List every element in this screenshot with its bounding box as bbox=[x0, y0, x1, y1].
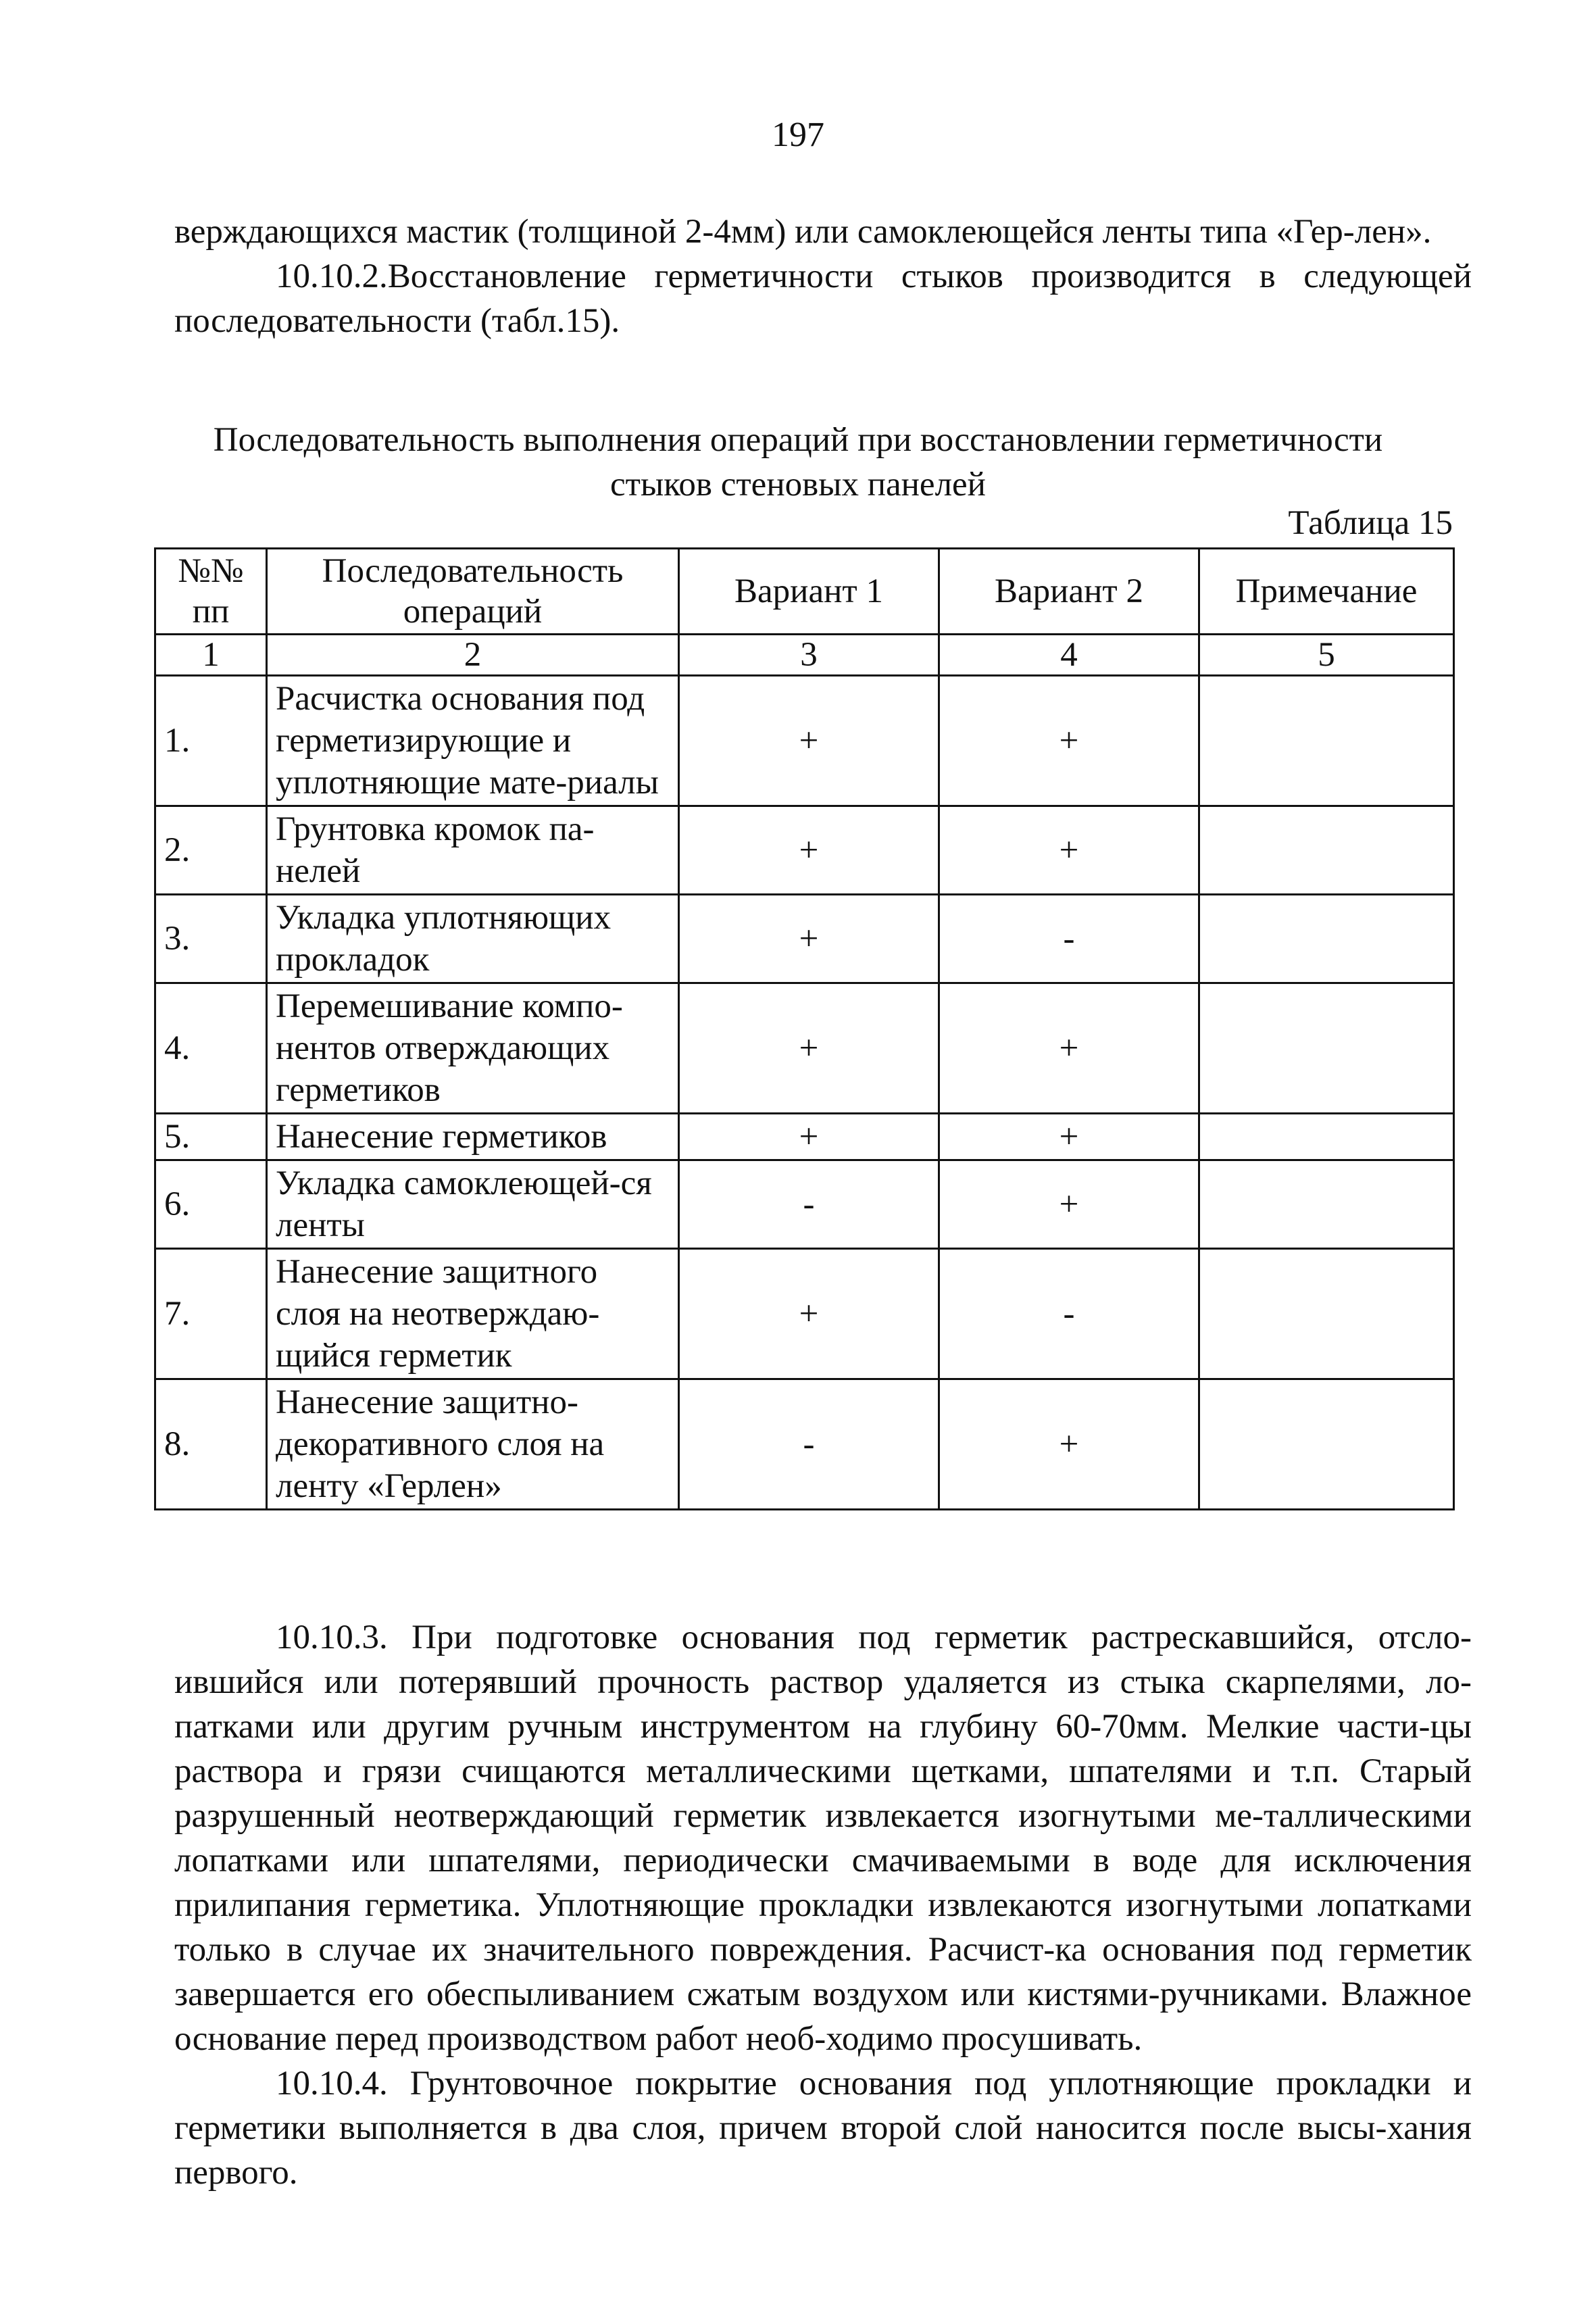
row-variant-1: + bbox=[679, 676, 939, 806]
header-num-line-1: №№ bbox=[178, 552, 244, 590]
paragraph-continuation: верждающихся мастик (толщиной 2-4мм) или самоклеющейся ленты типа «Гер-лен». bbox=[174, 213, 1432, 251]
row-note bbox=[1199, 1379, 1454, 1510]
row-operation: Укладка уплотняющих прокладок bbox=[267, 895, 679, 983]
paragraph-10-10-4: 10.10.4. Грунтовочное покрытие основания под уплотняющие прокладки и герметики выполняется в два слоя, причем второй слой наносится после высы-хания первого. bbox=[174, 2065, 1472, 2192]
row-variant-1: + bbox=[679, 806, 939, 895]
column-index-row bbox=[155, 635, 1454, 676]
table-row bbox=[155, 1379, 1454, 1510]
row-note bbox=[1199, 1160, 1454, 1249]
row-variant-1: + bbox=[679, 1114, 939, 1160]
row-variant-2: - bbox=[939, 1249, 1199, 1379]
row-variant-2: + bbox=[939, 983, 1199, 1114]
operations-table bbox=[154, 547, 1455, 1510]
table-header-row bbox=[155, 549, 1454, 635]
table-row bbox=[155, 895, 1454, 983]
table-row bbox=[155, 806, 1454, 895]
table-label: Таблица 15 bbox=[1288, 504, 1453, 542]
caption-line-1: Последовательность выполнения операций при восстановлении герметичности bbox=[213, 421, 1383, 459]
table-row bbox=[155, 1160, 1454, 1249]
row-note bbox=[1199, 806, 1454, 895]
table-caption bbox=[0, 418, 1596, 507]
index-cell: 4 bbox=[939, 635, 1199, 676]
index-cell: 1 bbox=[155, 635, 267, 676]
row-variant-2: + bbox=[939, 1379, 1199, 1510]
caption-line-2: стыков стеновых панелей bbox=[610, 466, 986, 503]
row-operation: Укладка самоклеющей-ся ленты bbox=[267, 1160, 679, 1249]
row-variant-1: + bbox=[679, 1249, 939, 1379]
row-variant-1: + bbox=[679, 983, 939, 1114]
row-number: 8. bbox=[155, 1379, 267, 1510]
page-number: 197 bbox=[772, 116, 824, 154]
paragraph-10-10-2: 10.10.2.Восстановление герметичности стыков производится в следующей последовательности (табл.15). bbox=[174, 257, 1472, 340]
index-cell: 3 bbox=[679, 635, 939, 676]
body-text bbox=[174, 1615, 1472, 2195]
row-note bbox=[1199, 1249, 1454, 1379]
row-note bbox=[1199, 1114, 1454, 1160]
row-number: 3. bbox=[155, 895, 267, 983]
table-row bbox=[155, 1249, 1454, 1379]
row-variant-1: + bbox=[679, 895, 939, 983]
index-cell: 2 bbox=[267, 635, 679, 676]
header-num bbox=[155, 549, 267, 635]
row-number: 1. bbox=[155, 676, 267, 806]
row-number: 5. bbox=[155, 1114, 267, 1160]
row-number: 6. bbox=[155, 1160, 267, 1249]
index-cell: 5 bbox=[1199, 635, 1454, 676]
intro-text bbox=[174, 210, 1472, 343]
header-variant-1: Вариант 1 bbox=[679, 549, 939, 635]
table-row bbox=[155, 1114, 1454, 1160]
row-variant-2: - bbox=[939, 895, 1199, 983]
row-operation: Перемешивание компо-нентов отверждающих герметиков bbox=[267, 983, 679, 1114]
header-note: Примечание bbox=[1199, 549, 1454, 635]
row-note bbox=[1199, 983, 1454, 1114]
row-number: 4. bbox=[155, 983, 267, 1114]
row-variant-2: + bbox=[939, 806, 1199, 895]
row-variant-1: - bbox=[679, 1160, 939, 1249]
row-variant-2: + bbox=[939, 1114, 1199, 1160]
table-row bbox=[155, 983, 1454, 1114]
row-note bbox=[1199, 895, 1454, 983]
row-number: 7. bbox=[155, 1249, 267, 1379]
row-operation: Грунтовка кромок па-нелей bbox=[267, 806, 679, 895]
header-operations: Последовательность операций bbox=[267, 549, 679, 635]
row-operation: Нанесение защитно-декоративного слоя на ленту «Герлен» bbox=[267, 1379, 679, 1510]
paragraph-10-10-3: 10.10.3. При подготовке основания под герметик растрескавшийся, отсло-ившийся или потерявший прочность раствор удаляется из стыка скарпелями, ло-патками или другим ручным инструментом на глубину 60-70мм. Мелкие части-цы раствора и грязи счищаются металлическими щетками, шпателями и т.п. Старый разрушенный неотверждающий герметик извлекается изогнутыми ме-таллическими лопатками или шпателями, периодически смачиваемыми в воде для исключения прилипания герметика. Уплотняющие прокладки извлекаются изогнутыми лопатками только в случае их значительного повреждения. Расчист-ка основания под герметик завершается его обеспыливанием сжатым воздухом или кистями-ручниками. Влажное основание перед производством работ необ-ходимо просушивать. bbox=[174, 1619, 1472, 2058]
header-variant-2: Вариант 2 bbox=[939, 549, 1199, 635]
row-number: 2. bbox=[155, 806, 267, 895]
table-row bbox=[155, 676, 1454, 806]
header-num-line-2: пп bbox=[192, 593, 230, 631]
row-operation: Нанесение герметиков bbox=[267, 1114, 679, 1160]
row-variant-1: - bbox=[679, 1379, 939, 1510]
row-variant-2: + bbox=[939, 1160, 1199, 1249]
row-operation: Нанесение защитного слоя на неотверждаю-щийся герметик bbox=[267, 1249, 679, 1379]
row-variant-2: + bbox=[939, 676, 1199, 806]
row-note bbox=[1199, 676, 1454, 806]
row-operation: Расчистка основания под герметизирующие и уплотняющие мате-риалы bbox=[267, 676, 679, 806]
